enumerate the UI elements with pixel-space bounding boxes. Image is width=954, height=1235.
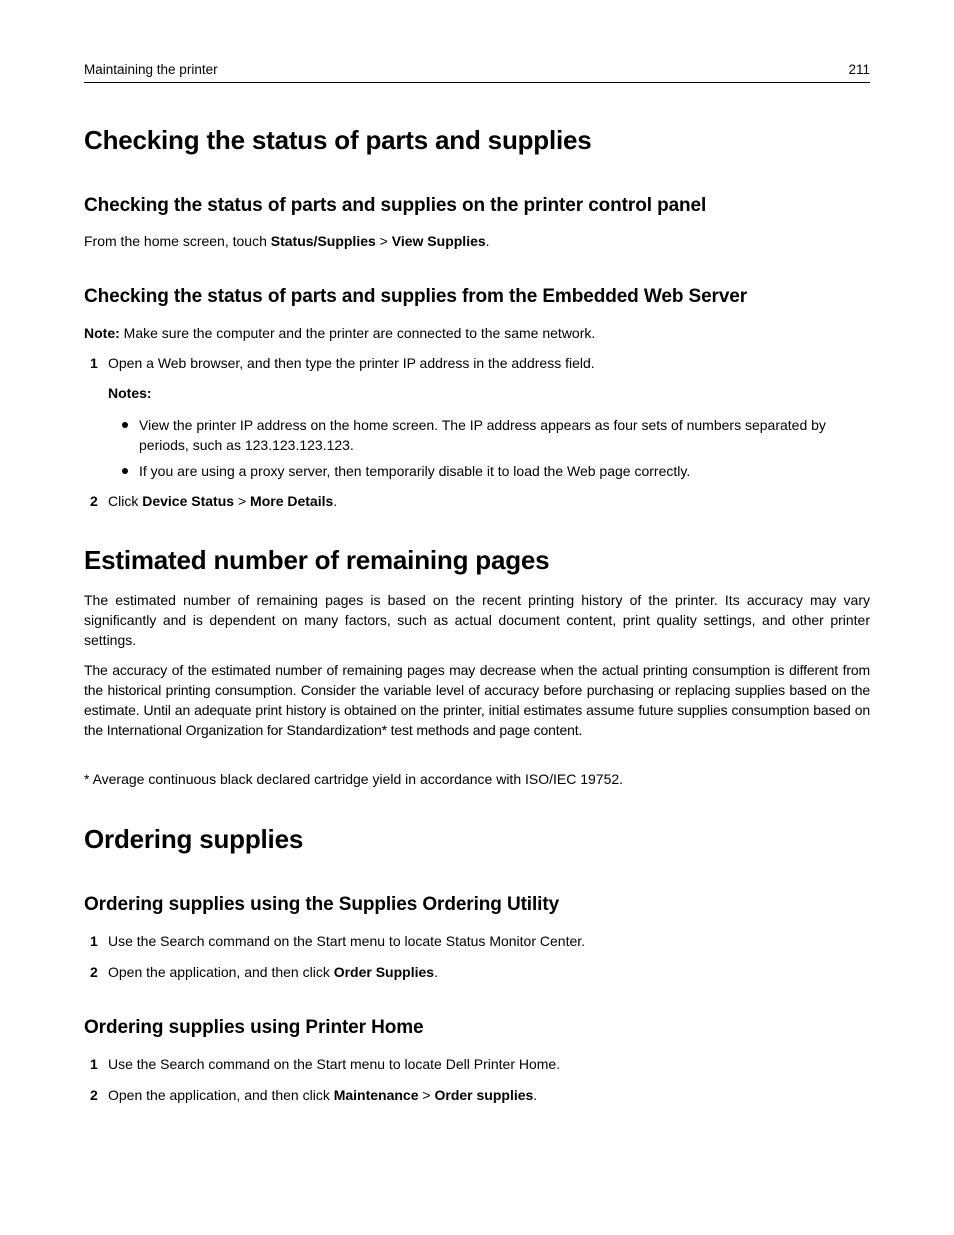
period: . [485, 233, 490, 249]
separator: > [375, 233, 392, 249]
subheading-embedded-web-server: Checking the status of parts and supplies from the Embedded Web Server [84, 286, 748, 307]
note-label: Note: [84, 325, 120, 341]
step-text [108, 962, 868, 982]
status-supplies-label: Status/Supplies [270, 233, 376, 249]
step-number: 1 [90, 1056, 98, 1072]
step-text: Use the Search command on the Start menu to locate Dell Printer Home. [108, 1056, 561, 1072]
separator: > [418, 1087, 435, 1103]
period: . [533, 1087, 538, 1103]
page-number: 211 [848, 62, 870, 77]
device-status-label: Device Status [142, 493, 235, 509]
period: . [434, 964, 438, 980]
bullet-dot [122, 422, 128, 428]
period: . [333, 493, 338, 509]
more-details-label: More Details [250, 493, 334, 509]
step-text: Open a Web browser, and then type the printer IP address in the address field. [108, 355, 595, 371]
estimate-paragraph-2: The accuracy of the estimated number of remaining pages may decrease when the actual printing consumption is different from the historical printing consumption. Consider the variable level of accuracy before purchasing or replacing supplies based on the estimate. Until an adequate print history is obtained on the printer, initial estimates assume future supplies consumption based on the International Organization for Standardization* test methods and page content. [84, 662, 870, 738]
notes-label: Notes: [108, 385, 152, 401]
control-panel-instruction [84, 231, 490, 251]
running-header [84, 60, 870, 83]
step-text: Use the Search command on the Start menu to locate Status Monitor Center. [108, 933, 586, 949]
step-text-part: Open the application, and then click [108, 964, 334, 980]
instruction-text: From the home screen, touch [84, 233, 271, 249]
step-number: 2 [90, 964, 98, 980]
bullet-dot [122, 468, 128, 474]
maintenance-label: Maintenance [333, 1087, 419, 1103]
order-supplies-label: Order supplies [434, 1087, 534, 1103]
step-text-part: Click [108, 493, 143, 509]
subheading-supplies-ordering-utility: Ordering supplies using the Supplies Ordering Utility [84, 894, 560, 915]
note-paragraph [84, 323, 595, 343]
step-text [108, 491, 868, 511]
estimate-paragraph-1: The estimated number of remaining pages is based on the recent printing history of the printer. Its accuracy may vary significantly and is dependent on many factors, such as actual document content, print quality settings, and other printer settings. [84, 592, 870, 648]
bullet-text: If you are using a proxy server, then temporarily disable it to load the Web page correctly. [139, 463, 691, 479]
note-text: Make sure the computer and the printer are connected to the same network. [119, 325, 596, 341]
heading-estimated-pages: Estimated number of remaining pages [84, 545, 550, 575]
step-number: 1 [90, 933, 98, 949]
subheading-printer-home: Ordering supplies using Printer Home [84, 1017, 424, 1038]
step-number: 1 [90, 355, 98, 371]
subheading-control-panel: Checking the status of parts and supplies on the printer control panel [84, 195, 707, 216]
separator: > [234, 493, 251, 509]
step-number: 2 [90, 493, 98, 509]
order-supplies-label: Order Supplies [333, 964, 435, 980]
step-text-part: Open the application, and then click [108, 1087, 334, 1103]
bullet-text: View the printer IP address on the home screen. The IP address appears as four sets of numbers separated by periods, such as 123.123.123.123. [139, 417, 826, 453]
step-text [108, 1085, 868, 1105]
heading-checking-status: Checking the status of parts and supplies [84, 125, 592, 155]
view-supplies-label: View Supplies [391, 233, 486, 249]
header-section-title: Maintaining the printer [84, 62, 218, 77]
heading-ordering-supplies: Ordering supplies [84, 824, 304, 854]
footnote: * Average continuous black declared cartridge yield in accordance with ISO/IEC 19752. [84, 771, 624, 787]
step-number: 2 [90, 1087, 98, 1103]
